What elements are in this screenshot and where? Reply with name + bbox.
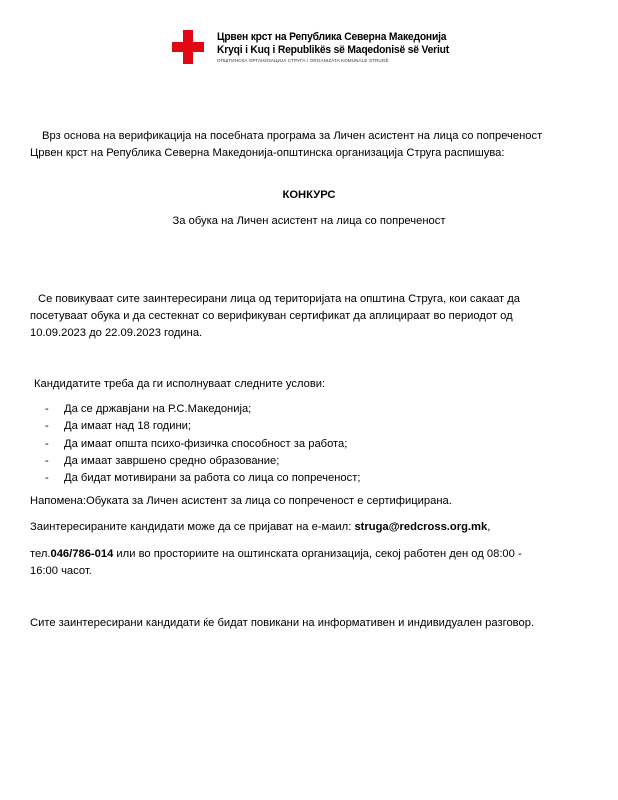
intro-line-2: Црвен крст на Република Северна Македонија-општинска организација Струга распишува:	[30, 147, 505, 159]
list-item: - Да имаат општа психо-физичка способност за работа;	[45, 437, 348, 450]
letterhead	[172, 30, 462, 74]
invite-line-1: Се повикуваат сите заинтересирани лица од територијата на општина Струга, кои сакаат да	[38, 293, 521, 305]
conditions-intro: Кандидатите треба да ги исполнуваат следните услови:	[34, 378, 326, 390]
list-item: - Да се државјани на Р.С.Македонија;	[45, 403, 252, 415]
intro-line-1: Врз основа на верификација на посебната програма за Личен асистент на лица со попреченост	[42, 130, 543, 142]
invite-line-2: посетуваат обука и да сестекнат со верификуван сертификат да аплицираат во периодот од	[30, 310, 513, 322]
conditions-list	[45, 401, 360, 487]
list-item: - Да бидат мотивирани за работа со лица со попреченост;	[45, 472, 361, 485]
closing-text: Сите заинтересирани кандидати ќе бидат повикани на информативен и индивидуален разговор.	[30, 617, 535, 629]
organization-name	[217, 31, 469, 64]
invite-line-3: 10.09.2023 до 22.09.2023 година.	[30, 327, 203, 339]
org-name-albanian: Kryqi i Kuq i Republikës së Maqedonisë së Veriut	[217, 44, 449, 56]
org-branch-name: ОПШТИНСКА ОРГАНИЗАЦИЈА СТРУГА / ORGANIZATA KOMUNALE STRUGË	[217, 58, 389, 63]
office-hours: 16:00 часот.	[30, 565, 92, 577]
list-item: - Да имаат над 18 години;	[45, 420, 191, 433]
list-item: - Да имаат завршено средно образование;	[45, 454, 280, 467]
certification-note: Напомена:Обуката за Личен асистент за лица со попреченост е сертифицирана.	[30, 495, 452, 507]
document-title: КОНКУРС	[282, 189, 336, 201]
phone-line: тел.046/786-014 или во просториите на оштинската организација, секој работен ден од 08:00 -	[30, 548, 522, 560]
apply-text: Заинтересираните кандидати може да се пријават на е-маил:	[30, 521, 355, 533]
phone-number[interactable]: 046/786-014	[50, 548, 114, 560]
email-link[interactable]: struga@redcross.org.mk	[354, 521, 488, 533]
red-cross-logo	[172, 30, 204, 64]
document-subtitle: За обука на Личен асистент на лица со попреченост	[172, 215, 446, 227]
apply-line: Заинтересираните кандидати може да се пријават на е-маил: struga@redcross.org.mk,	[30, 521, 491, 533]
org-name-macedonian: Црвен крст на Република Северна Македонија	[217, 31, 447, 43]
